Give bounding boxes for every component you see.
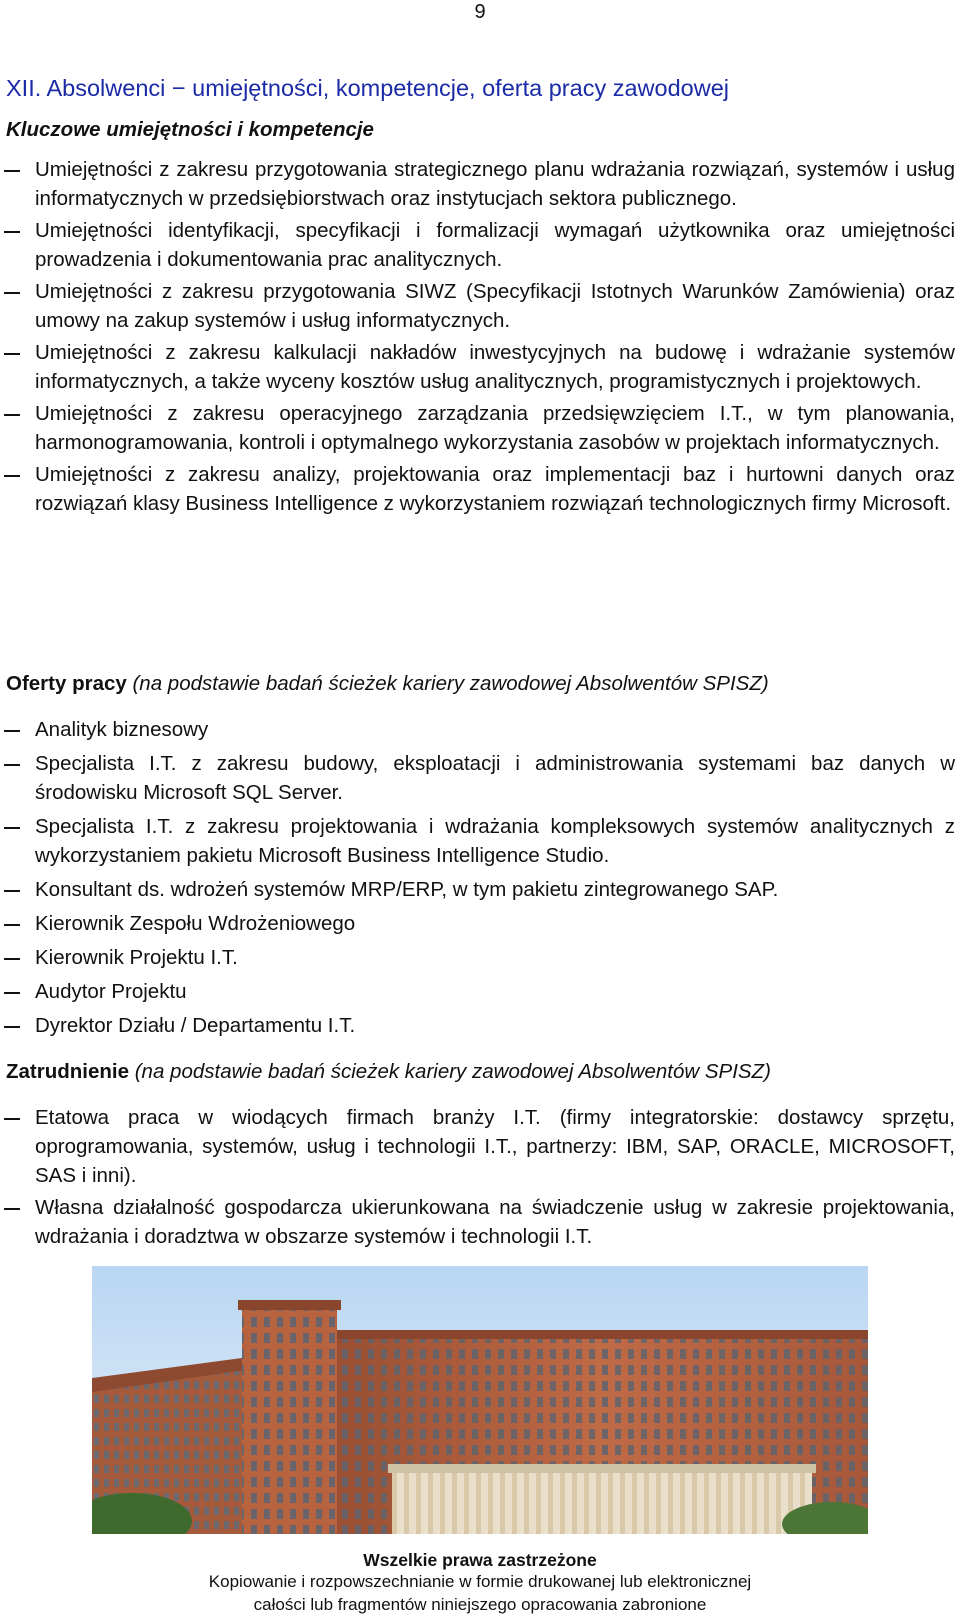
list-item-text: Specjalista I.T. z zakresu projektowania i wdrażania kompleksowych systemów analitycznych z wykorzystaniem pakietu Microsoft Business Intelligence Studio. <box>35 815 955 867</box>
list-item <box>0 715 960 744</box>
list-item <box>0 1103 960 1190</box>
list-item-text: Umiejętności z zakresu przygotowania strategicznego planu wdrażania rozwiązań, systemów i usług informatycznych w przedsiębiorstwach oraz instytucjach sektora publicznego. <box>35 158 955 210</box>
skills-heading-label: Kluczowe umiejętności i kompetencje <box>6 118 374 141</box>
job-offers-heading-note: (na podstawie badań ścieżek kariery zawodowej Absolwentów SPISZ) <box>132 672 769 695</box>
list-item-text: Umiejętności identyfikacji, specyfikacji i formalizacji wymagań użytkownika oraz umiejętności prowadzenia i dokumentowania prac analitycznych. <box>35 219 955 271</box>
list-item <box>0 277 960 335</box>
skills-heading <box>6 117 956 143</box>
page-number: 9 <box>474 1 486 23</box>
employment-heading-label: Zatrudnienie <box>6 1060 130 1083</box>
list-item <box>0 399 960 457</box>
list-item <box>0 338 960 396</box>
list-item <box>0 460 960 518</box>
list-item-text: Specjalista I.T. z zakresu budowy, eksploatacji i administrowania systemami baz danych w środowisku Microsoft SQL Server. <box>35 752 955 804</box>
job-offers-heading-label: Oferty pracy <box>6 672 127 695</box>
list-item-text: Umiejętności z zakresu analizy, projektowania oraz implementacji baz i hurtowni danych oraz rozwiązań klasy Business Intelligence z wykorzystaniem rozwiązań technologicznych firmy Microsoft. <box>35 463 955 515</box>
list-item <box>0 1011 960 1040</box>
list-item-text: Audytor Projektu <box>35 980 187 1003</box>
job-offers-list <box>0 715 960 1040</box>
list-item-text: Własna działalność gospodarcza ukierunkowana na świadczenie usług w zakresie projektowania, wdrażania i doradztwa w obszarze systemów i technologii I.T. <box>35 1196 955 1248</box>
list-item-text: Dyrektor Działu / Departamentu I.T. <box>35 1014 356 1037</box>
list-item <box>0 1193 960 1251</box>
list-item <box>0 875 960 904</box>
list-item <box>0 977 960 1006</box>
skills-list <box>0 155 960 518</box>
building-illustration <box>92 1266 868 1534</box>
list-item-text: Konsultant ds. wdrożeń systemów MRP/ERP, w tym pakietu zintegrowanego SAP. <box>35 878 779 901</box>
list-item <box>0 155 960 213</box>
footer-copying-notice: Kopiowanie i rozpowszechnianie w formie drukowanej lub elektronicznej <box>208 1572 752 1591</box>
list-item <box>0 749 960 807</box>
list-item <box>0 216 960 274</box>
list-item-text: Umiejętności z zakresu przygotowania SIWZ (Specyfikacji Istotnych Warunków Zamówienia) oraz umowy na zakup systemów i usług informatycznych. <box>35 280 955 332</box>
footer-prohibition-notice: całości lub fragmentów niniejszego opracowania zabronione <box>253 1595 707 1614</box>
list-item <box>0 943 960 972</box>
employment-heading-note: (na podstawie badań ścieżek kariery zawodowej Absolwentów SPISZ) <box>134 1060 771 1083</box>
list-item <box>0 812 960 870</box>
building-photo <box>92 1266 868 1534</box>
chapter-title: XII. Absolwenci − umiejętności, kompetencje, oferta pracy zawodowej <box>6 75 729 101</box>
employment-heading <box>6 1059 956 1085</box>
employment-list <box>0 1103 960 1251</box>
list-item-text: Umiejętności z zakresu kalkulacji nakładów inwestycyjnych na budowę i wdrażanie systemów informatycznych, a także wyceny kosztów usług analitycznych, programistycznych i projektowych. <box>35 341 955 393</box>
job-offers-heading <box>6 671 956 697</box>
list-item-text: Kierownik Zespołu Wdrożeniowego <box>35 912 356 935</box>
list-item-text: Umiejętności z zakresu operacyjnego zarządzania przedsięwzięciem I.T., w tym planowania, harmonogramowania, kontroli i optymalnego wykorzystania zasobów w projektach informatycznych. <box>35 402 955 454</box>
list-item <box>0 909 960 938</box>
list-item-text: Kierownik Projektu I.T. <box>35 946 238 969</box>
list-item-text: Analityk biznesowy <box>35 718 209 741</box>
footer-rights: Wszelkie prawa zastrzeżone <box>363 1550 597 1570</box>
list-item-text: Etatowa praca w wiodących firmach branży I.T. (firmy integratorskie: dostawcy sprzętu, oprogramowania, systemów, usług i technologii I.T., partnerzy: IBM, SAP, ORACLE, MICROSOFT, SAS i inni). <box>35 1106 955 1187</box>
